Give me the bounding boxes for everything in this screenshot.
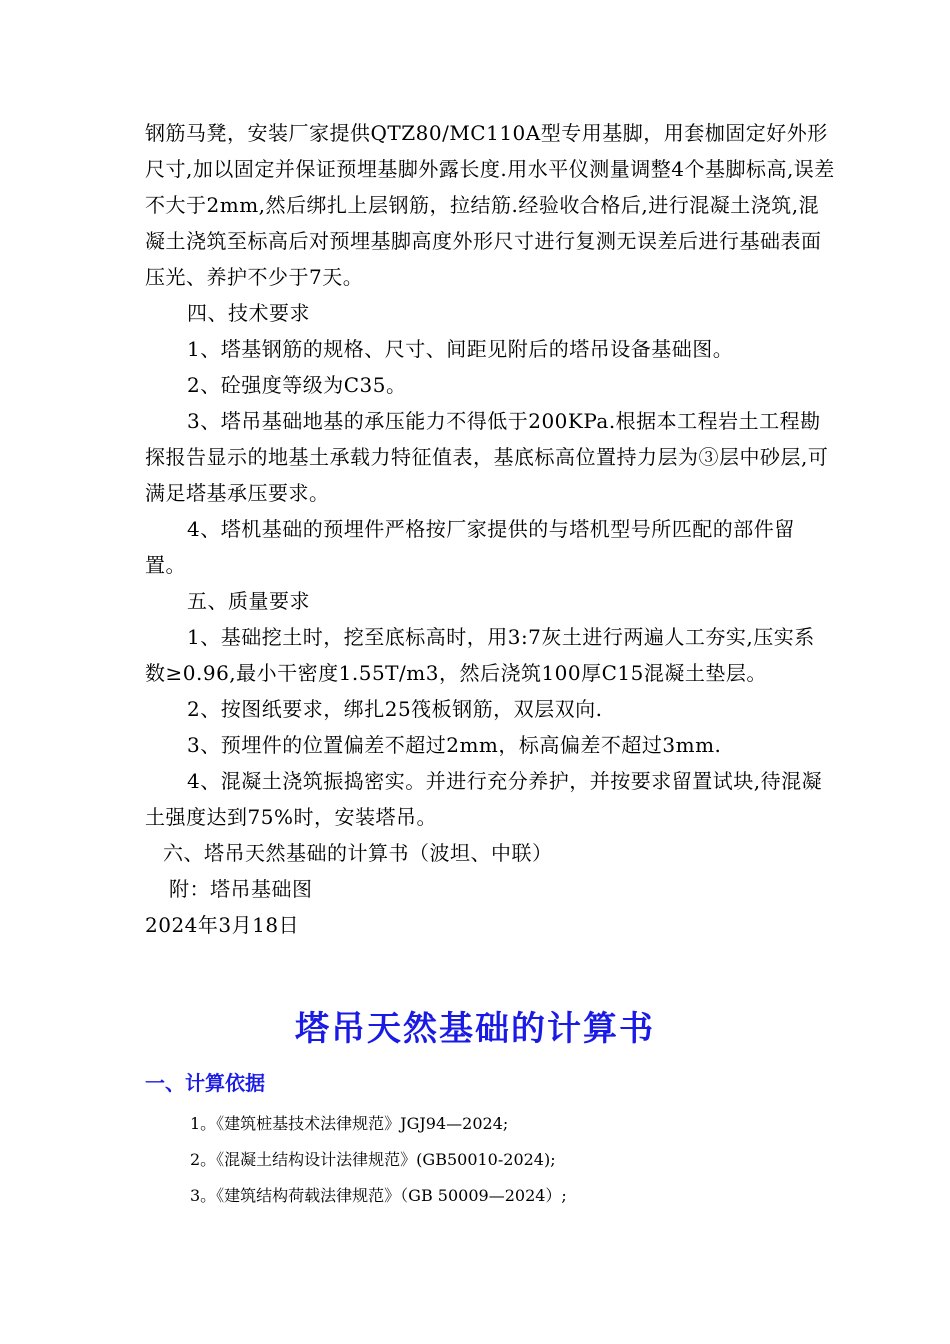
calc-section-heading: 一、计算依据 bbox=[145, 1071, 265, 1095]
reference-item: 3。《建筑结构荷载法律规范》（GB 50009—2024）; bbox=[190, 1186, 567, 1205]
section-six: 六、塔吊天然基础的计算书（波坦、中联） bbox=[163, 841, 553, 865]
intro-paragraph: 钢筋马凳，安装厂家提供QTZ80/MC110A型专用基脚，用套枷固定好外形尺寸,加以固定并保证预埋基脚外露长度.用水平仪测量调整4个基脚标高,误差不大于2mm,然后绑扎上层钢筋，拉结筋.经验收合格后,进行混凝土浇筑,混凝土浇筑至标高后对预埋基脚高度外形尺寸进行复测无误差后进行基础表面压光、养护不少于7天。 bbox=[145, 121, 835, 289]
tech-item: 2、砼强度等级为C35。 bbox=[187, 373, 407, 397]
tech-heading: 四、技术要求 bbox=[187, 301, 310, 325]
tech-item: 1、塔基钢筋的规格、尺寸、间距见附后的塔吊设备基础图。 bbox=[187, 337, 734, 361]
date-line: 2024年3月18日 bbox=[145, 913, 300, 937]
calc-title: 塔吊天然基础的计算书 bbox=[295, 1009, 655, 1049]
reference-item: 2。《混凝土结构设计法律规范》(GB50010-2024); bbox=[190, 1150, 556, 1169]
tech-item: 3、塔吊基础地基的承压能力不得低于200KPa.根据本工程岩土工程勘探报告显示的地基土承载力特征值表，基底标高位置持力层为③层中砂层,可满足塔基承压要求。 bbox=[145, 409, 829, 505]
reference-item: 1。《建筑桩基技术法律规范》JGJ94—2024; bbox=[190, 1114, 509, 1133]
quality-item: 3、预埋件的位置偏差不超过2mm，标高偏差不超过3mm. bbox=[187, 733, 722, 757]
quality-item: 4、混凝土浇筑振捣密实。并进行充分养护，并按要求留置试块,待混凝土强度达到75%时，安装塔吊。 bbox=[145, 769, 823, 829]
quality-item: 2、按图纸要求，绑扎25筏板钢筋，双层双向. bbox=[187, 697, 603, 721]
reference-list bbox=[190, 1106, 830, 1214]
quality-item: 1、基础挖土时，挖至底标高时，用3:7灰土进行两遍人工夯实,压实系数≥0.96,最小干密度1.55T/m3，然后浇筑100厚C15混凝土垫层。 bbox=[145, 625, 815, 685]
tech-item: 4、塔机基础的预埋件严格按厂家提供的与塔机型号所匹配的部件留置。 bbox=[145, 517, 795, 577]
body-text bbox=[145, 115, 835, 943]
attachment-note: 附：塔吊基础图 bbox=[169, 877, 313, 901]
quality-heading: 五、质量要求 bbox=[187, 589, 310, 613]
